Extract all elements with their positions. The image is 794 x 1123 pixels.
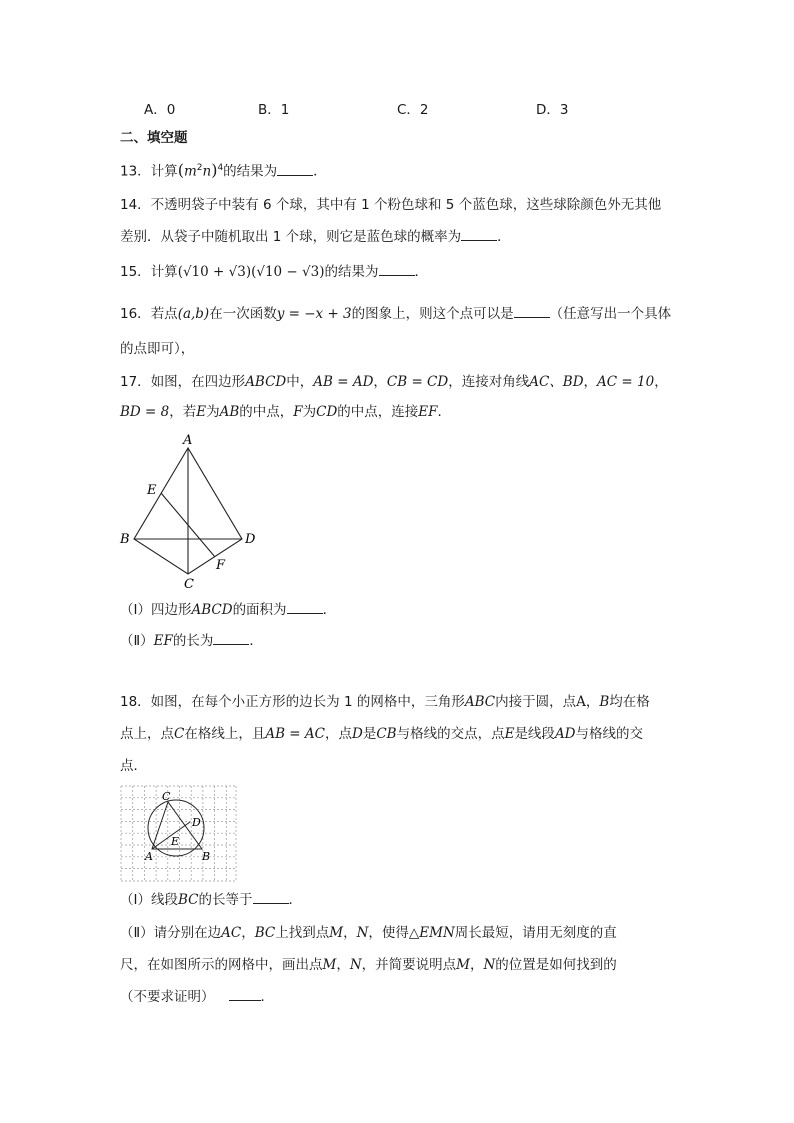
option-a: A．0 <box>144 102 176 118</box>
label-f: F <box>216 558 226 573</box>
answer-blank-16[interactable] <box>514 304 550 318</box>
answer-blank-14[interactable] <box>461 227 497 241</box>
grid-label-e: E <box>171 835 180 848</box>
label-b: B <box>120 532 130 547</box>
label-c: C <box>184 577 194 592</box>
label-d: D <box>245 532 256 547</box>
grid-label-a: A <box>145 850 153 863</box>
grid-label-c: C <box>162 790 171 803</box>
grid-circle-figure <box>118 783 240 883</box>
question-18-sub2-line2: 尺，在如图所示的网格中，画出点M，N，并简要说明点M，N的位置是如何找到的 <box>120 957 617 973</box>
question-13: 13．计算$(m^2n)^4$的结果为 ． <box>120 160 327 180</box>
answer-blank-18-1[interactable] <box>253 890 289 904</box>
question-17-line2: BD = 8，若E为AB的中点，F为CD的中点，连接EF． <box>120 404 452 420</box>
grid-label-b: B <box>202 850 211 863</box>
question-18-sub2-line3: （不要求证明） ． <box>120 989 274 1005</box>
option-d: D．3 <box>536 102 569 118</box>
question-15: 15．计算(√10 + √3)(√10 − √3)的结果为 ． <box>120 264 428 280</box>
answer-blank-17-2[interactable] <box>213 631 249 645</box>
section-title: 二、填空题 <box>120 130 188 146</box>
label-a: A <box>183 433 193 448</box>
question-17-line1: 17．如图，在四边形ABCD中，AB = AD，CB = CD，连接对角线AC、BD，AC = 10， <box>120 374 668 390</box>
option-b: B．1 <box>258 102 290 118</box>
question-16-line2: 的点即可）， <box>120 341 195 357</box>
answer-blank-15[interactable] <box>379 262 415 276</box>
question-18-sub1: （Ⅰ）线段BC的长等于 ． <box>120 892 302 908</box>
grid-label-d: D <box>192 816 201 829</box>
answer-blank-17-1[interactable] <box>287 600 323 614</box>
question-18-line1: 18．如图，在每个小正方形的边长为 1 的网格中，三角形ABC内接于圆，点A，B均在格 <box>120 694 650 710</box>
question-17-sub1: （Ⅰ）四边形ABCD的面积为 ． <box>120 602 337 618</box>
question-17-sub2: （Ⅱ）EF的长为 ． <box>120 633 263 649</box>
quadrilateral-figure <box>112 430 272 592</box>
question-14-line2: 差别．从袋子中随机取出 1 个球，则它是蓝色球的概率为 ． <box>120 229 511 245</box>
answer-blank-13[interactable] <box>277 162 313 176</box>
question-14-line1: 14．不透明袋子中装有 6 个球，其中有 1 个粉色球和 5 个蓝色球，这些球除颜色外无其他 <box>120 197 662 213</box>
question-18-line2: 点上，点C在格线上，且AB = AC，点D是CB与格线的交点，点E是线段AD与格线的交 <box>120 726 644 742</box>
answer-blank-18-2[interactable] <box>229 987 261 1001</box>
option-c: C．2 <box>397 102 429 118</box>
question-16-line1: 16．若点(a,b)在一次函数y = −x + 3的图象上，则这个点可以是 （任意写出一个具体 <box>120 306 672 322</box>
question-18-line3: 点． <box>120 758 147 774</box>
label-e: E <box>147 483 157 498</box>
question-18-sub2-line1: （Ⅱ）请分别在边AC，BC上找到点M，N，使得△EMN周长最短，请用无刻度的直 <box>120 925 617 941</box>
